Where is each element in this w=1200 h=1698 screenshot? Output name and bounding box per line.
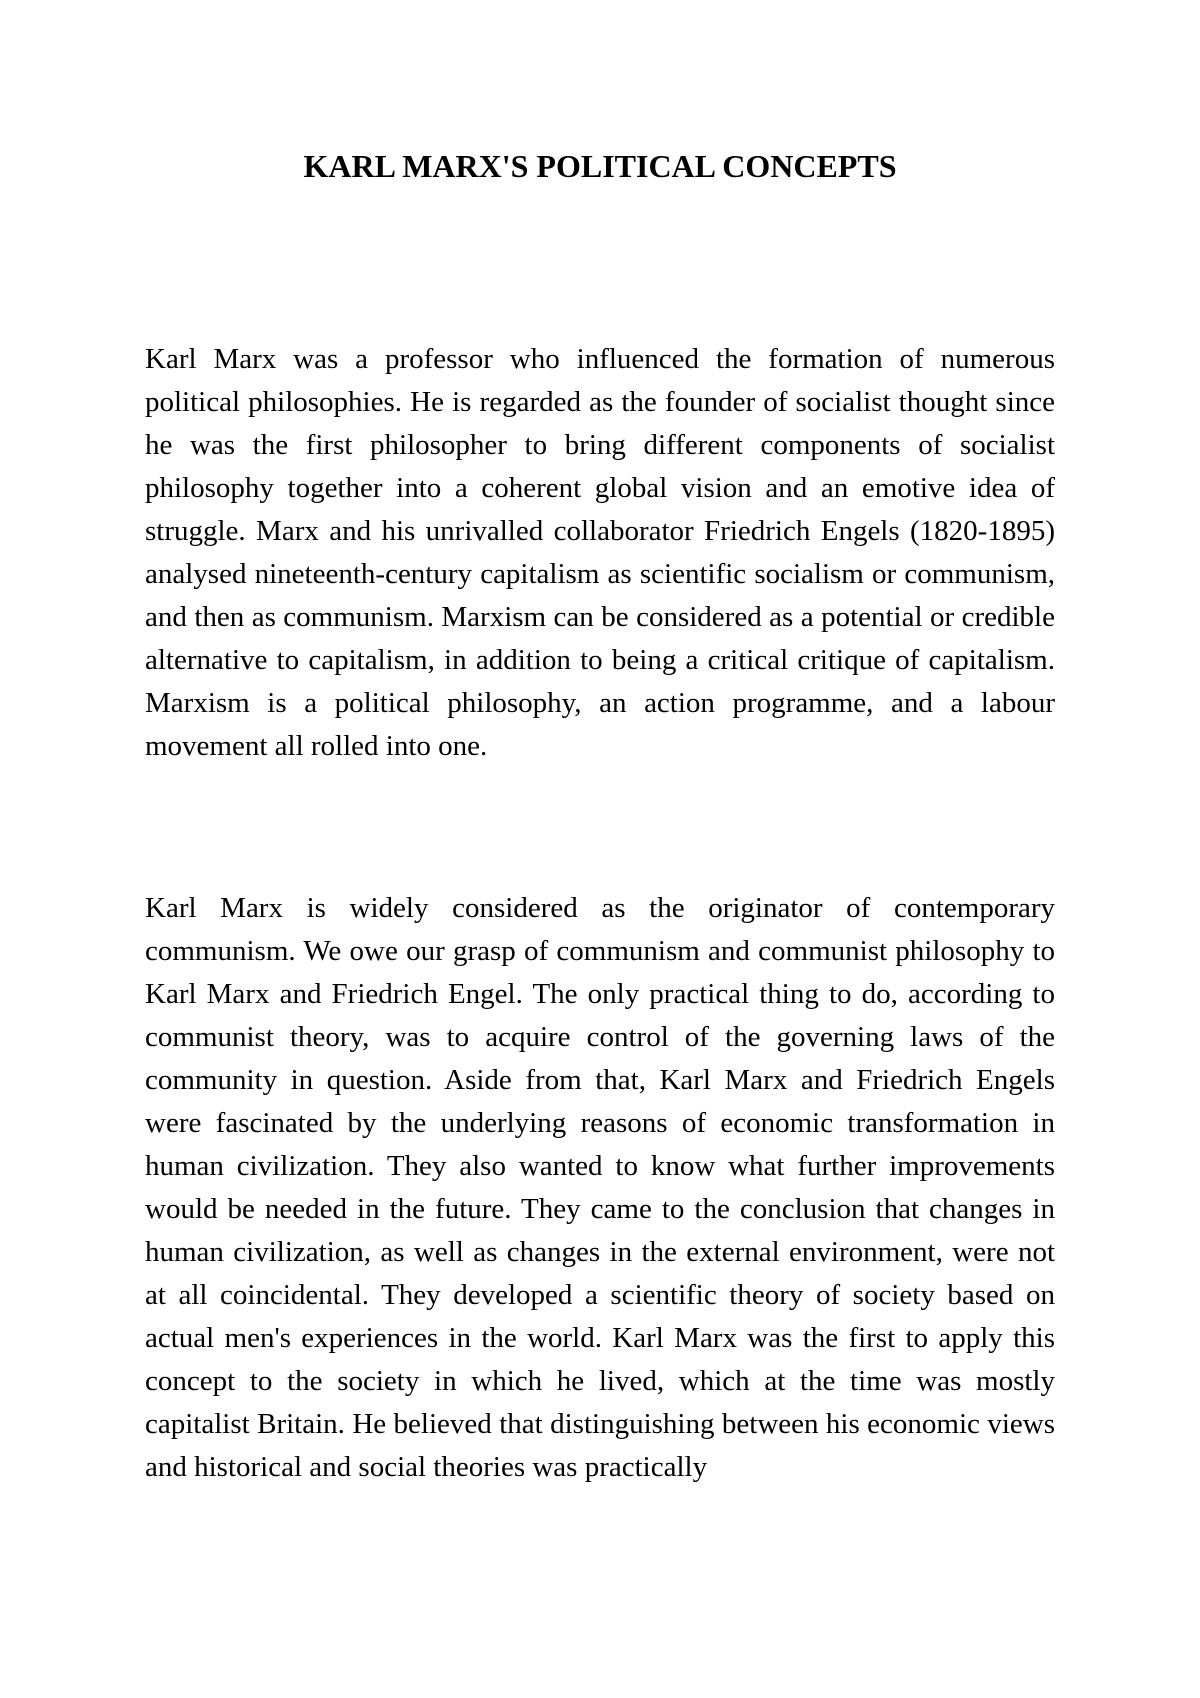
paragraph-2: Karl Marx is widely considered as the originator of contemporary communism. We owe our grasp of communism and communist philosophy to Karl Marx and Friedrich Engel. The only practical thing to do, according to communist theory, was to acquire control of the governing laws of the community in question. Aside from that, Karl Marx and Friedrich Engels were fascinated by the underlying reasons of economic transformation in human civilization. They also wanted to know what further improvements would be needed in the future. They came to the conclusion that changes in human civilization, as well as changes in the external environment, were not at all coincidental. They developed a scientific theory of society based on actual men's experiences in the world. Karl Marx was the first to apply this concept to the society in which he lived, which at the time was mostly capitalist Britain. He believed that distinguishing between his economic views and historical and social theories was practically — [145, 892, 1055, 1483]
document-title: KARL MARX'S POLITICAL CONCEPTS — [303, 148, 897, 184]
paragraph-1: Karl Marx was a professor who influenced the formation of numerous political philosophies. He is regarded as the founder of socialist thought since he was the first philosopher to bring different components of socialist philosophy together into a coherent global vision and an emotive idea of struggle. Marx and his unrivalled collaborator Friedrich Engels (1820-1895) analysed nineteenth-century capitalism as scientific socialism or communism, and then as communism. Marxism can be considered as a potential or credible alternative to capitalism, in addition to being a critical critique of capitalism. Marxism is a political philosophy, an action programme, and a labour movement all rolled into one. — [145, 343, 1055, 762]
